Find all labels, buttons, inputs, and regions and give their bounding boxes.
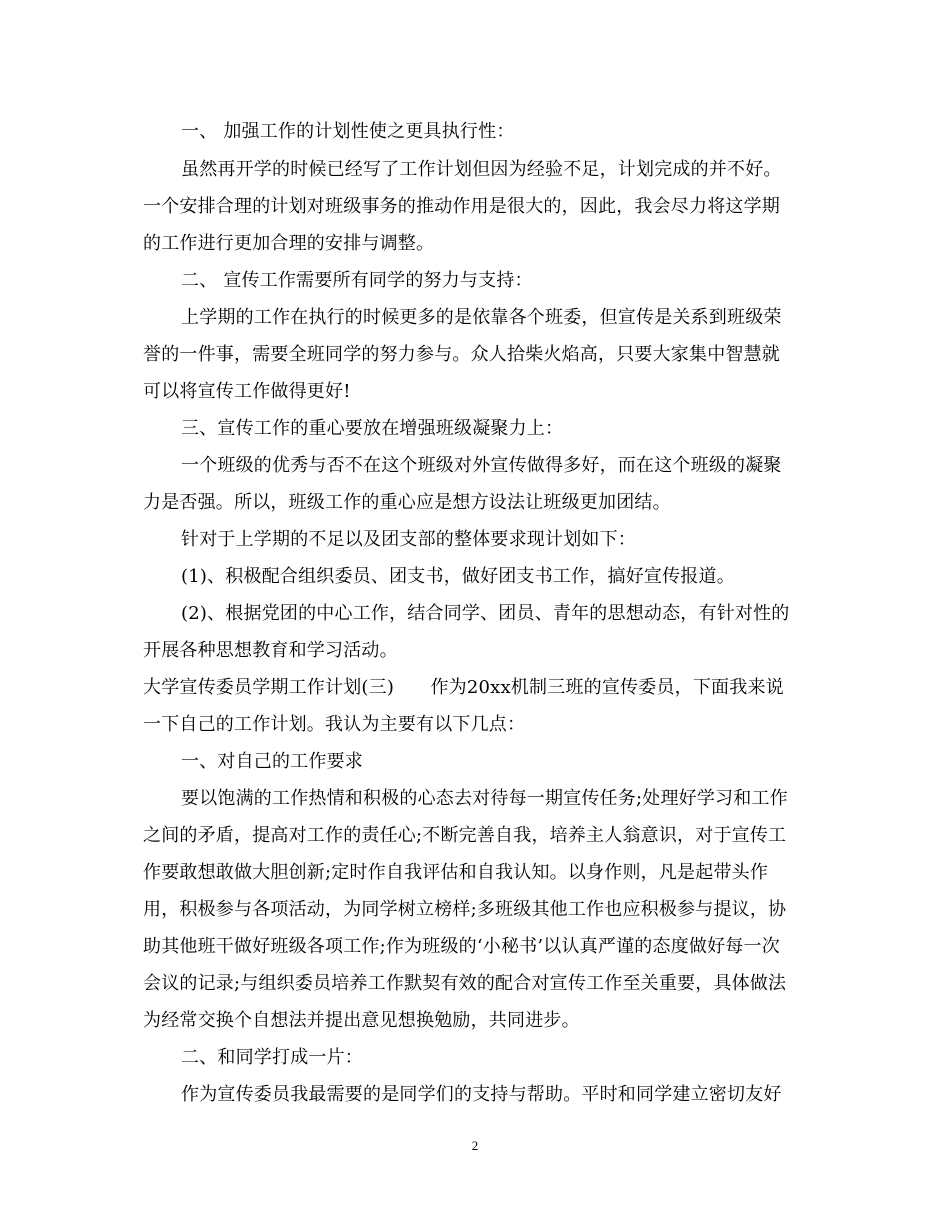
- text-line: 一、 加强工作的计划性使之更具执行性：: [181, 121, 515, 142]
- text-line: 的工作进行更加合理的安排与调整。: [143, 233, 435, 254]
- text-line: 一个安排合理的计划对班级事务的推动作用是很大的，因此，我会尽力将这学期: [143, 196, 780, 217]
- text-line: 作为宣传委员我最需要的是同学们的支持与帮助。平时和同学建立密切友好: [181, 1084, 782, 1105]
- text-line: 誉的一件事，需要全班同学的努力参与。众人拾柴火焰高，只要大家集中智慧就: [143, 344, 780, 365]
- text-line: 一、对自己的工作要求: [181, 751, 363, 772]
- text-line: 要以饱满的工作热情和积极的心态去对待每一期宣传任务;处理好学习和工作: [181, 788, 788, 809]
- text-line: 之间的矛盾，提高对工作的责任心;不断完善自我，培养主人翁意识，对于宣传工: [143, 825, 787, 846]
- text-line: (1)、积极配合组织委员、团支书，做好团支书工作，搞好宣传报道。: [181, 566, 735, 587]
- text-line: 二、 宣传工作需要所有同学的努力与支持：: [181, 270, 533, 291]
- text-line: (2)、根据党团的中心工作，结合同学、团员、青年的思想动态，有针对性的: [181, 603, 790, 624]
- text-line: 针对于上学期的不足以及团支部的整体要求现计划如下：: [181, 529, 636, 550]
- text-line: 虽然再开学的时候已经写了工作计划但因为经验不足，计划完成的并不好。: [181, 159, 782, 180]
- text-line: 助其他班干做好班级各项工作;作为班级的‘小秘书’以认真严谨的态度做好每一次: [143, 936, 780, 957]
- text-line: 一下自己的工作计划。我认为主要有以下几点：: [143, 714, 526, 735]
- text-line: 会议的记录;与组织委员培养工作默契有效的配合对宣传工作至关重要，具体做法: [143, 973, 787, 994]
- text-line: 三、宣传工作的重心要放在增强班级凝聚力上：: [181, 418, 564, 439]
- page-number: 2: [471, 1138, 479, 1153]
- section-heading: 大学宣传委员学期工作计划(三) 作为20xx机制三班的宣传委员，下面我来说: [143, 677, 784, 698]
- text-line: 可以将宣传工作做得更好!: [143, 381, 351, 402]
- text-line: 用，积极参与各项活动，为同学树立榜样;多班级其他工作也应积极参与提议，协: [143, 899, 787, 920]
- text-line: 二、和同学打成一片：: [181, 1047, 363, 1068]
- text-line: 为经常交换个自想法并提出意见想换勉励，共同进步。: [143, 1010, 580, 1031]
- text-line: 上学期的工作在执行的时候更多的是依靠各个班委，但宣传是关系到班级荣: [181, 307, 782, 328]
- text-line: 一个班级的优秀与否不在这个班级对外宣传做得多好，而在这个班级的凝聚: [181, 455, 782, 476]
- text-line: 开展各种思想教育和学习活动。: [143, 640, 398, 661]
- text-line: 力是否强。所以，班级工作的重心应是想方设法让班级更加团结。: [143, 492, 671, 513]
- text-line: 作要敢想敢做大胆创新;定时作自我评估和自我认知。以身作则，凡是起带头作: [143, 862, 769, 883]
